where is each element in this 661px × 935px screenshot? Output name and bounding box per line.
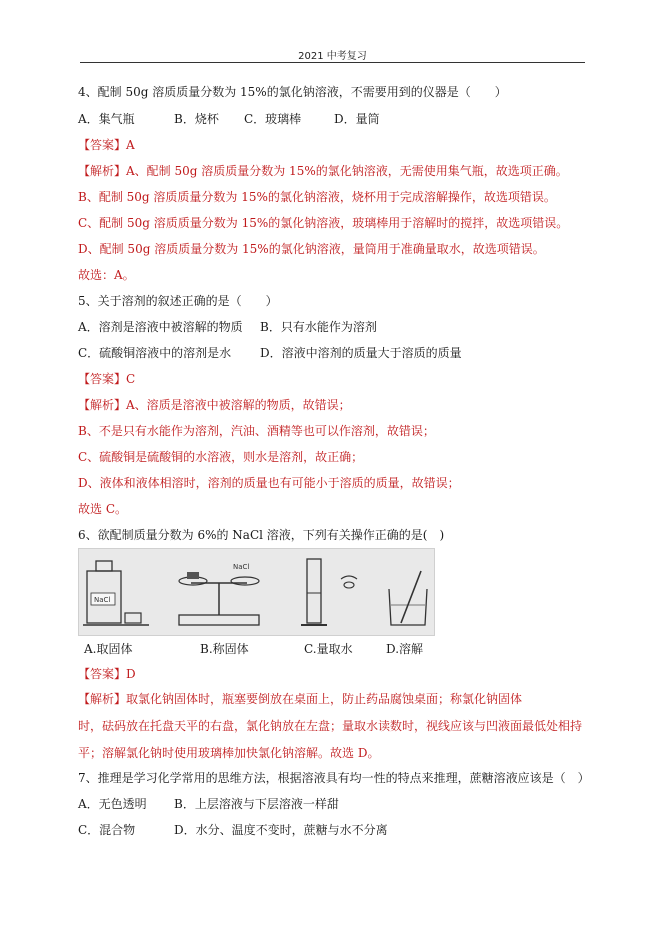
q4-conclusion: 故选：A。 — [78, 268, 135, 282]
graduated-cylinder-icon — [301, 559, 357, 625]
q5-option-a: A．溶剂是溶液中被溶解的物质 — [78, 320, 243, 334]
reagent-bottle-icon — [83, 561, 149, 625]
q5-conclusion: 故选 C。 — [78, 502, 127, 516]
q5-analysis-line: D、液体和液体相溶时，溶剂的质量也有可能小于溶质的质量，故错误； — [78, 476, 460, 490]
q6-answer: 【答案】D — [78, 667, 136, 681]
q6-question: 6、欲配制质量分数为 6%的 NaCl 溶液，下列有关操作正确的是( ) — [78, 528, 445, 542]
page-header: 2021 中考复习 — [298, 51, 367, 62]
q4-option-c: C．玻璃棒 — [244, 112, 302, 126]
balance-label: NaCl — [233, 563, 250, 571]
q7-options-row2 — [78, 822, 593, 838]
bottle-label: NaCl — [94, 596, 111, 604]
q7-question: 7、推理是学习化学常用的思维方法，根据溶液具有均一性的特点来推理，蔗糖溶液应该是（ ） — [78, 771, 590, 785]
q4-analysis-line: C、配制 50g 溶质质量分数为 15%的氯化钠溶液，玻璃棒用于溶解时的搅拌，故选项错误。 — [78, 216, 569, 230]
q5-analysis-line: C、硫酸铜是硫酸铜的水溶液，则水是溶剂，故正确； — [78, 450, 364, 464]
q5-answer: 【答案】C — [78, 372, 136, 386]
q4-option-d: D．量筒 — [334, 112, 380, 126]
q6-analysis: 【解析】取氯化钠固体时，瓶塞要倒放在桌面上，防止药品腐蚀桌面；称氯化钠固体 时，砝码放在托盘天平的右盘，氯化钠放在左盘；量取水读数时，视线应该与凹液面最低处相持平；溶解氯化钠时使用玻璃棒加快氯化钠溶解。故选 D。 — [78, 692, 631, 760]
q4-analysis-line: B、配制 50g 溶质质量分数为 15%的氯化钠溶液，烧杯用于完成溶解操作，故选项错误。 — [78, 190, 556, 204]
q5-analysis-line: B、不是只有水能作为溶剂，汽油、酒精等也可以作溶剂，故错误； — [78, 424, 435, 438]
q7-option-a: A．无色透明 — [78, 797, 147, 811]
q5-analysis-line: 【解析】A、溶质是溶液中被溶解的物质，故错误； — [78, 398, 351, 412]
q7-option-d: D．水分、温度不变时，蔗糖与水不分离 — [174, 823, 388, 837]
header-rule — [80, 62, 585, 63]
q4-answer: 【答案】A — [78, 138, 135, 152]
q4-analysis-line: 【解析】A、配制 50g 溶质质量分数为 15%的氯化钠溶液，无需使用集气瓶，故选项正确。 — [78, 164, 568, 178]
q7-options-row1 — [78, 796, 593, 812]
q4-option-b: B．烧杯 — [174, 112, 219, 126]
q4-option-a: A．集气瓶 — [78, 112, 135, 126]
q5-options-row2 — [78, 345, 593, 361]
q4-question: 4、配制 50g 溶质质量分数为 15%的氯化钠溶液，不需要用到的仪器是（ ） — [78, 85, 507, 99]
q5-question: 5、关于溶剂的叙述正确的是（ ） — [78, 294, 278, 308]
q4-options — [78, 111, 593, 127]
q7-option-c: C．混合物 — [78, 823, 136, 837]
q4-analysis-line: D、配制 50g 溶质质量分数为 15%的氯化钠溶液，量筒用于准确量取水，故选项错误。 — [78, 242, 545, 256]
q6-caption-b: B.称固体 — [200, 642, 249, 656]
q5-option-d: D．溶液中溶剂的质量大于溶质的质量 — [260, 346, 462, 360]
q6-caption-a: A.取固体 — [84, 642, 133, 656]
q6-figure — [78, 548, 435, 636]
q5-option-b: B．只有水能作为溶剂 — [260, 320, 377, 334]
q6-caption-c: C.量取水 — [304, 642, 353, 656]
q7-option-b: B．上层溶液与下层溶液一样甜 — [174, 797, 339, 811]
lab-operations-figure — [79, 549, 434, 635]
q6-caption-d: D.溶解 — [386, 642, 424, 656]
q5-options-row1 — [78, 319, 593, 335]
q5-option-c: C．硫酸铜溶液中的溶剂是水 — [78, 346, 232, 360]
beaker-stirring-icon — [389, 571, 427, 625]
balance-icon — [179, 563, 259, 625]
